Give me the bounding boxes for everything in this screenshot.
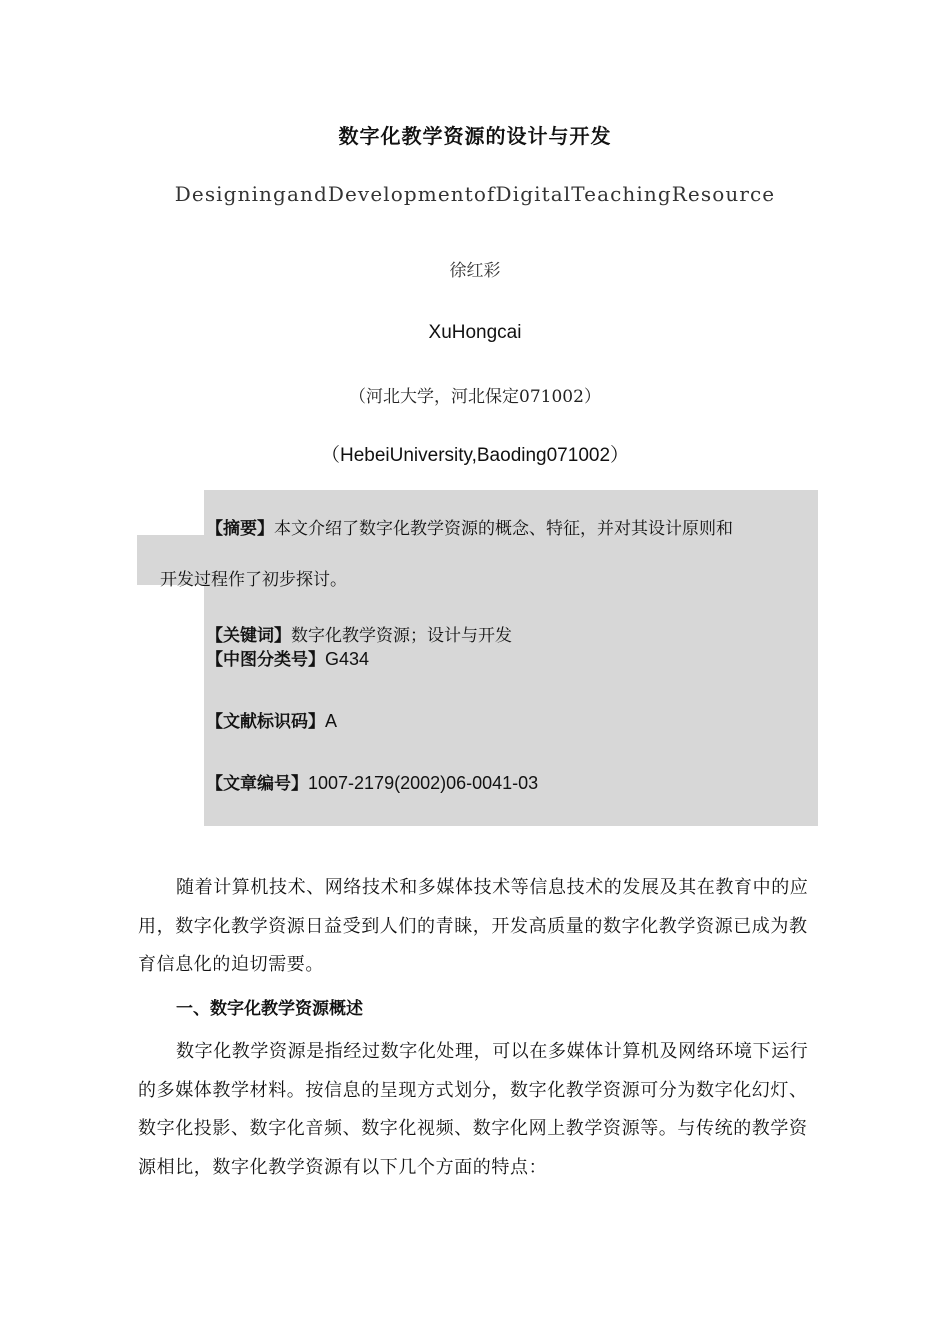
doc-code-line: [206, 707, 337, 732]
affiliation-english: （HebeiUniversity,Baoding071002）: [320, 445, 630, 466]
intro-paragraph: 随着计算机技术、网络技术和多媒体技术等信息技术的发展及其在教育中的应用，数字化教学资源日益受到人们的青睐，开发高质量的数字化教学资源已成为教育信息化的迫切需要。: [138, 877, 809, 975]
section-heading-1: 一、数字化教学资源概述: [176, 999, 363, 1018]
keywords-value: 数字化教学资源；设计与开发: [291, 626, 512, 646]
affiliation-chinese: （河北大学，河北保定071002）: [349, 387, 601, 407]
paper-title-english: DesigningandDevelopmentofDigitalTeachingResource: [174, 182, 776, 206]
article-no-value: 1007-2179(2002)06-0041-03: [308, 773, 539, 793]
clc-label: 【中图分类号】: [206, 650, 325, 670]
section-1-paragraph: 数字化教学资源是指经过数字化处理，可以在多媒体计算机及网络环境下运行的多媒体教学材料。按信息的呈现方式划分，数字化教学资源可分为数字化幻灯、数字化投影、数字化音频、数字化视频、数字化网上教学资源等。与传统的教学资源相比，数字化教学资源有以下几个方面的特点：: [138, 1041, 809, 1178]
author-name-chinese: 徐红彩: [449, 261, 501, 281]
article-no-label: 【文章编号】: [206, 774, 308, 794]
abstract-label: 【摘要】: [206, 519, 274, 539]
doc-code-label: 【文献标识码】: [206, 712, 325, 732]
article-no-line: [206, 769, 538, 794]
abstract-text-2: 开发过程作了初步探讨。: [160, 570, 347, 590]
clc-line: [206, 645, 369, 670]
clc-value: G434: [325, 649, 370, 669]
abstract-line-1: [206, 514, 733, 539]
keywords-line: [206, 621, 512, 646]
doc-code-value: A: [325, 711, 338, 731]
paper-title: 数字化教学资源的设计与开发: [338, 126, 612, 148]
author-name-english: XuHongcai: [428, 322, 522, 343]
keywords-label: 【关键词】: [206, 626, 291, 646]
abstract-text-1: 本文介绍了数字化教学资源的概念、特征，并对其设计原则和: [274, 519, 733, 539]
